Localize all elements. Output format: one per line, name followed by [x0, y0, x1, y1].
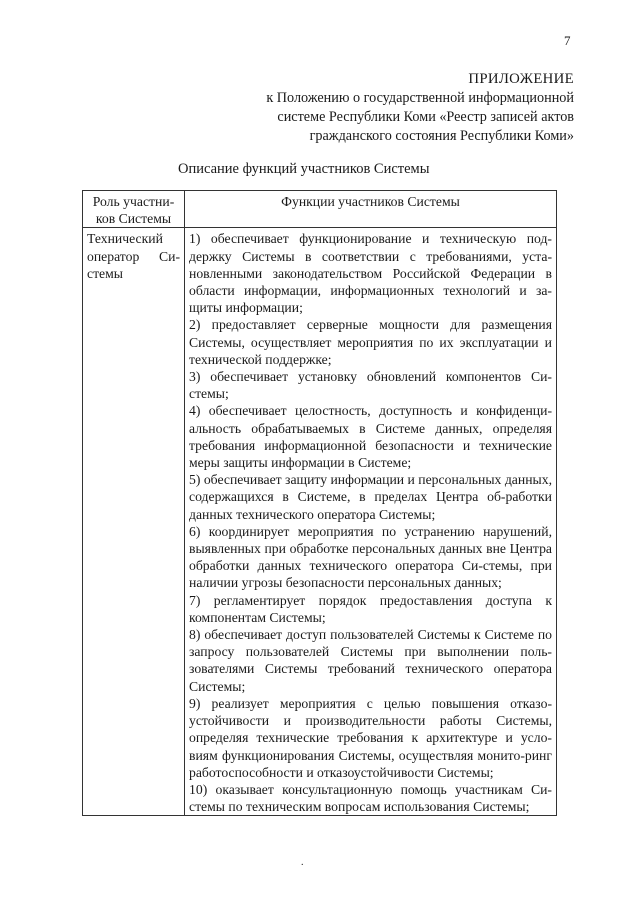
function-item: 3) обеспечивает установку обновлений компонентов Си-стемы; — [189, 369, 552, 402]
function-item: 1) обеспечивает функционирование и техническую под-держку Системы в соответствии с требованиями, уста-новленными законодательством Российской Федерации в области информации, информационных технологий и за-щиты информации; — [189, 231, 552, 316]
role-cell — [83, 228, 185, 816]
table-row — [83, 228, 557, 816]
appendix-line-1: к Положению о государственной информационной — [266, 90, 574, 106]
roles-table — [82, 190, 557, 816]
function-item: 7) регламентирует порядок предоставления доступа к компонентам Системы; — [189, 592, 552, 625]
function-item: 8) обеспечивает доступ пользователей Системы к Системе по запросу пользователей Системы при выполнении поль-зователями Системы требований технического оператора Системы; — [189, 627, 552, 694]
appendix-block — [194, 70, 574, 146]
function-item: 10) оказывает консультационную помощь участникам Си-стемы по техническим вопросам использования Системы; — [189, 781, 552, 815]
header-role-cell: Роль участни-ков Системы — [83, 191, 185, 228]
function-item: 9) реализует мероприятия с целью повышения отказо-устойчивости и производительности работы Системы, определяя технические требования к архитектуре и усло-виям функционирования Системы, осуществляя монито-ринг работоспособности и отказоустойчивости Системы; — [189, 695, 552, 780]
document-title: Описание функций участников Системы — [178, 161, 430, 177]
appendix-line-2: системе Республики Коми «Реестр записей актов — [277, 109, 574, 125]
function-item: 2) предоставляет серверные мощности для размещения Системы, осуществляет мероприятия по их эксплуатации и технической поддержке; — [189, 317, 552, 367]
function-item: 5) обеспечивает защиту информации и персональных данных, содержащихся в Системе, в пределах Центра об-работки данных технического оператора Системы; — [189, 472, 552, 522]
footer-mark: . — [301, 857, 304, 868]
role-text: Технический оператор Си-стемы — [87, 231, 180, 281]
function-item: 6) координирует мероприятия по устранению нарушений, выявленных при обработке персональных данных вне Центра обработки данных технического оператора Си-стемы, при наличии угрозы безопасности персональных данных; — [189, 523, 552, 591]
header-functions-cell: Функции участников Системы — [185, 191, 557, 228]
functions-cell — [185, 228, 557, 816]
appendix-heading: ПРИЛОЖЕНИЕ — [468, 71, 574, 87]
table-header-row — [83, 191, 557, 228]
function-item: 4) обеспечивает целостность, доступность и конфиденци-альность обрабатываемых в Системе данных, определяя требования информационной безопасности и технические меры защиты информации в Системе; — [189, 403, 552, 471]
appendix-line-3: гражданского состояния Республики Коми» — [309, 128, 574, 144]
page-number: 7 — [564, 33, 571, 48]
